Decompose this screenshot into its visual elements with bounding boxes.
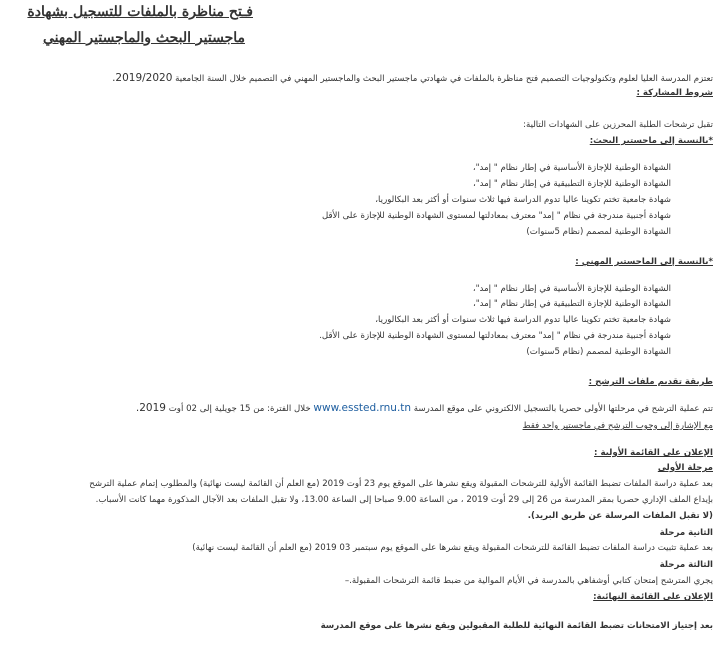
- professional-item: الشهادة الوطنية للإجازة التطبيقية في إطار نظام " إمد"،: [472, 299, 671, 309]
- method-line-2: مع الإشارة إلى وجوب الترشح في ماجستير واحد فقط: [522, 421, 713, 431]
- method-line-1: [136, 403, 713, 415]
- stage-1-line: بإيداع الملف الإداري حصريا بمقر المدرسة من 26 إلى 29 أوت 2019 ، من الساعة 9.00 صباحا إلى الساعة 13.00، ولا تقبل الملفات بعد الآجال المذكورة مهما كانت الأسباب.: [95, 495, 713, 505]
- research-item: الشهادة الوطنية لمصمم (نظام 5سنوات): [526, 227, 671, 237]
- professional-item: الشهادة الوطنية لمصمم (نظام 5سنوات): [526, 347, 671, 357]
- method-text-b: خلال الفترة: من 15 جويلية إلى 02 أوت: [168, 404, 311, 414]
- stage-1-note: (لا تقبل الملفات المرسلة عن طريق البريد).: [527, 511, 713, 521]
- announce-heading: الإعلان على القائمة الأولية :: [594, 448, 713, 458]
- page-title-line-1: فـتح مناظرة بالملفات للتسجيل بشهادة: [27, 4, 253, 20]
- final-heading: الإعلان على القائمة النهائية:: [593, 592, 713, 602]
- stage-2-heading: الثانية مرحلة: [659, 528, 713, 538]
- professional-item: شهادة أجنبية مندرجة في نظام " إمد" معترف بمعادلتها لمستوى الشهادة الوطنية للإجازة على الأقل.: [319, 331, 671, 341]
- stage-3-line: يجري المترشح إمتحان كتابي أوشفاهي بالمدرسة في الأيام الموالية من ضبط قائمة الترشحات المقبولة.–: [344, 576, 713, 586]
- professional-item: الشهادة الوطنية للإجازة الأساسية في إطار نظام " إمد"،: [472, 284, 671, 294]
- method-year: 2019.: [135, 402, 166, 414]
- stage-1-heading: مرحلة الأولى: [657, 463, 713, 473]
- research-heading: *بالنسبة إلى ماجستير البحث:: [589, 136, 713, 146]
- stage-2-line: بعد عملية تثبيت دراسة الملفات تضبط القائمة للترشحات المقبولة ويقع نشرها على الموقع يوم سبتمبر 03 2019 (مع العلم أن القائمة ليست نهائية): [192, 543, 713, 553]
- research-item: الشهادة الوطنية للإجازة التطبيقية في إطار نظام " إمد"،: [472, 179, 671, 189]
- intro-text: تعتزم المدرسة العليا لعلوم وتكنولوجيات التصميم فتح مناظرة بالملفات في شهادتي ماجستير البحث والماجستير المهني في التصميم خلال السنة الجامعية: [175, 74, 713, 84]
- method-heading: طريقة تقديم ملفات الترشح :: [588, 377, 713, 387]
- final-text: بعد إجتياز الامتحانات تضبط القائمة النهائية للطلبة المقبولين ويقع نشرها على موقع المدرسة: [320, 621, 713, 631]
- intro-paragraph: [112, 73, 713, 85]
- method-text-a: تتم عملية الترشح في مرحلتها الأولى حصريا بالتسجيل الالكتروني على موقع المدرسة: [413, 404, 713, 414]
- intro-year: 2019/2020.: [112, 72, 173, 84]
- research-item: شهادة جامعية تختم تكوينا عاليا تدوم الدراسة فيها ثلاث سنوات أو أكثر بعد البكالوريا،: [375, 195, 671, 205]
- stage-1-line: بعد عملية دراسة الملفات تضبط القائمة الأولية للترشحات المقبولة ويقع نشرها على الموقع يوم 23 أوت 2019 (مع العلم أن القائمة ليست نهائية) والمطلوب إتمام عملية الترشح: [89, 479, 713, 489]
- professional-item: شهادة جامعية تختم تكوينا عاليا تدوم الدراسة فيها ثلاث سنوات أو أكثر بعد البكالوريا،: [375, 315, 671, 325]
- research-item: الشهادة الوطنية للإجازة الأساسية في إطار نظام " إمد"،: [472, 163, 671, 173]
- stage-3-heading: الثالثة مرحلة: [659, 560, 713, 570]
- page-title-line-2: ماجستير البحث والماجستير المهني: [42, 30, 245, 46]
- accepted-text: تقبل ترشحات الطلبة المحرزين على الشهادات التالية:: [523, 120, 713, 130]
- professional-heading: *بالنسبة إلى الماجستير المهني :: [575, 257, 713, 267]
- school-website-link[interactable]: www.essted.rnu.tn: [313, 402, 412, 414]
- conditions-heading: شروط المشاركة :: [636, 88, 713, 98]
- research-item: شهادة أجنبية مندرجة في نظام " إمد" معترف بمعادلتها لمستوى الشهادة الوطنية للإجازة على الأقل: [321, 211, 671, 221]
